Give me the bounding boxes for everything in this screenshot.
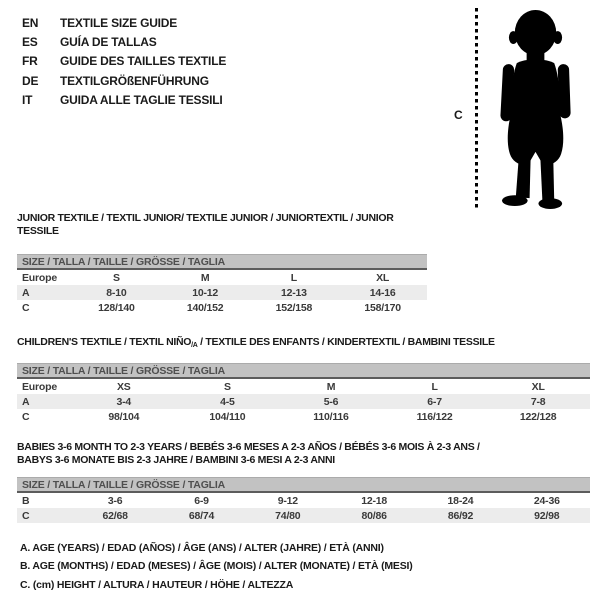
note-line: B. AGE (MONTHS) / EDAD (MESES) / ÂGE (MOIS) / ALTER (MONATE) / ETÀ (MESI) (20, 560, 413, 573)
row-cell: 110/116 (313, 410, 349, 423)
row-cell: 3-4 (116, 395, 132, 408)
table-row (17, 493, 590, 508)
language-label: TEXTILGRÖßENFÜHRUNG (60, 73, 209, 88)
language-list (22, 13, 226, 110)
row-cell: 9-12 (277, 494, 298, 507)
note-line: C. (cm) HEIGHT / ALTURA / HAUTEUR / HÖHE / ALTEZZA (20, 578, 294, 591)
figure-height-label: C (454, 108, 463, 122)
row-cell: 6-9 (194, 494, 209, 507)
row-cell: 92/98 (534, 509, 560, 522)
row-cell: L (290, 271, 297, 284)
row-cell: 14-16 (369, 286, 396, 299)
table-row (17, 394, 590, 409)
row-cell: 18-24 (447, 494, 474, 507)
language-code: ES (22, 35, 38, 50)
size-header-bar: SIZE / TALLA / TAILLE / GRÖSSE / TAGLIA (17, 254, 427, 270)
size-figure (450, 6, 600, 218)
row-cell: 12-18 (361, 494, 388, 507)
table-row (17, 379, 590, 394)
row-cell: 10-12 (192, 286, 219, 299)
row-cell: 86/92 (447, 509, 474, 522)
table-row (17, 409, 590, 424)
footnotes (20, 539, 413, 594)
tables-section (17, 212, 590, 523)
size-table (17, 441, 590, 523)
table-row (17, 508, 590, 523)
row-cell: 128/140 (98, 301, 135, 314)
row-cell: S (112, 271, 120, 284)
row-cell: S (223, 380, 231, 393)
size-table (17, 212, 427, 315)
row-cell: 140/152 (186, 301, 224, 314)
table-row (17, 285, 427, 300)
row-cell: 122/128 (519, 410, 557, 423)
language-code: DE (22, 73, 39, 88)
row-cell: M (326, 380, 336, 393)
table-title (17, 212, 427, 238)
note-line: A. AGE (YEARS) / EDAD (AÑOS) / ÂGE (ANS) / ALTER (JAHRE) / ETÀ (ANNI) (20, 542, 384, 554)
row-cell: 7-8 (530, 395, 546, 408)
row-cell: 6-7 (427, 395, 442, 408)
row-cell: 80/86 (361, 509, 387, 522)
size-header-bar: SIZE / TALLA / TAILLE / GRÖSSE / TAGLIA (17, 477, 590, 493)
row-label: Europe (22, 380, 57, 393)
row-label: C (22, 410, 30, 423)
row-cell: XL (376, 271, 390, 284)
table-title-segment: JUNIOR TEXTILE / TEXTIL JUNIOR/ TEXTILE JUNIOR / JUNIORTEXTIL / JUNIOR TESSILE (17, 212, 394, 237)
row-cell: 12-13 (280, 286, 307, 299)
row-cell: 116/122 (416, 410, 453, 423)
row-cell: 8-10 (106, 286, 127, 299)
table-title-segment: / TEXTILE DES ENFANTS / KINDERTEXTIL / BAMBINI TESSILE (197, 336, 495, 348)
row-label: Europe (22, 271, 57, 284)
row-cell: 104/110 (209, 410, 246, 423)
row-label: A (22, 395, 30, 408)
row-label: B (22, 494, 30, 507)
language-row (22, 32, 226, 51)
table-title-segment: /A (191, 342, 198, 349)
row-cell: XL (531, 380, 545, 393)
row-cell: 3-6 (107, 494, 123, 507)
table-title (17, 441, 590, 467)
size-header-bar: SIZE / TALLA / TAILLE / GRÖSSE / TAGLIA (17, 363, 590, 379)
language-row (22, 52, 226, 71)
row-cell: XS (116, 380, 131, 393)
table-row (17, 270, 427, 285)
language-label: GUIDA ALLE TAGLIE TESSILI (60, 93, 223, 108)
language-row (22, 71, 226, 90)
row-cell: 4-5 (220, 395, 235, 408)
table-row (17, 300, 427, 315)
row-cell: M (200, 271, 210, 284)
row-label: A (22, 286, 30, 299)
table-title-segment: BABIES 3-6 MONTH TO 2-3 YEARS / BEBÉS 3-6 MESES A 2-3 AÑOS / BÉBÉS 3-6 MOIS À 2-3 ANS / (17, 441, 480, 453)
row-cell: L (431, 380, 438, 393)
row-cell: 158/170 (364, 301, 401, 314)
row-label: C (22, 301, 30, 314)
language-label: GUIDE DES TAILLES TEXTILE (60, 54, 227, 69)
row-cell: 24-36 (533, 494, 560, 507)
row-cell: 98/104 (108, 410, 140, 423)
row-label: C (22, 509, 30, 522)
language-row (22, 91, 226, 110)
row-cell: 5-6 (323, 395, 339, 408)
language-code: EN (22, 15, 39, 30)
baby-silhouette-icon (483, 8, 589, 210)
language-label: TEXTILE SIZE GUIDE (60, 15, 178, 30)
language-code: IT (22, 93, 33, 108)
table-title (17, 336, 590, 352)
row-cell: 62/68 (102, 509, 128, 522)
row-cell: 152/158 (275, 301, 313, 314)
row-cell: 68/74 (188, 509, 215, 522)
table-title-segment: BABYS 3-6 MONATE BIS 2-3 JAHRE / BAMBINI 3-6 MESI A 2-3 ANNI (17, 454, 335, 466)
table-title-segment: CHILDREN'S TEXTILE / TEXTIL NIÑO (17, 336, 192, 348)
language-label: GUÍA DE TALLAS (60, 35, 157, 50)
row-cell: 74/80 (275, 509, 301, 522)
language-code: FR (22, 54, 38, 69)
height-dashed-line (475, 8, 478, 209)
size-table (17, 336, 590, 424)
language-row (22, 13, 226, 32)
